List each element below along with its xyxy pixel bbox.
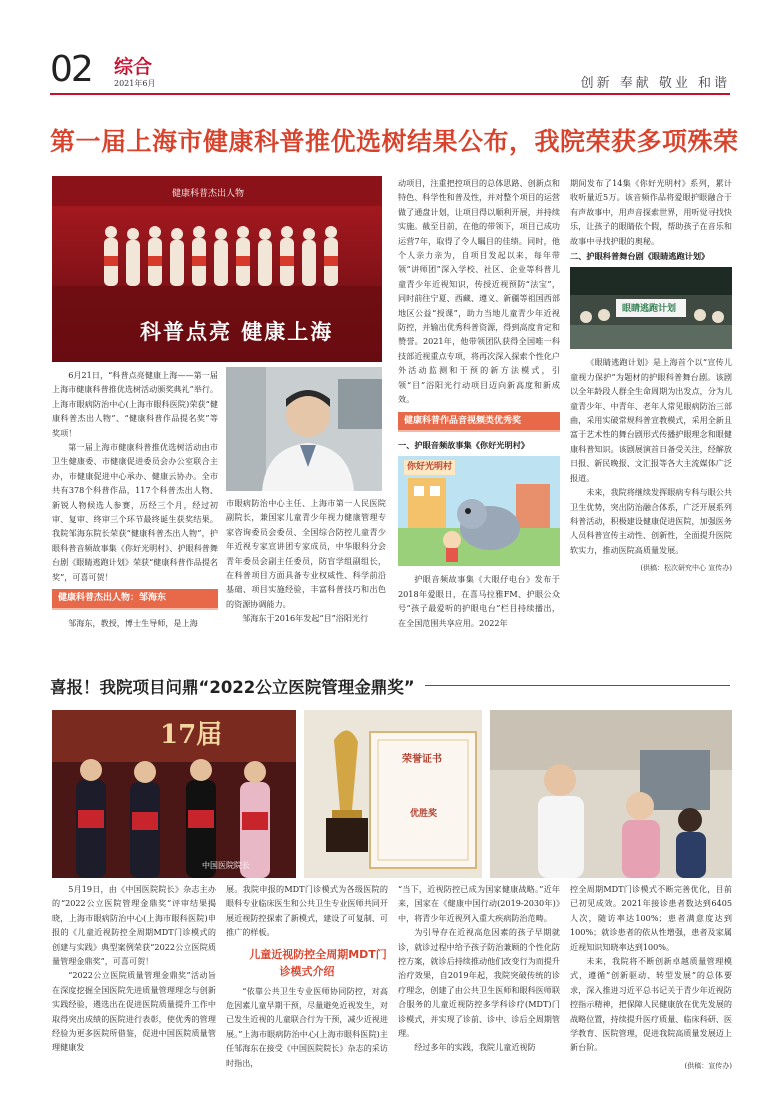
paragraph: 5月19日，由《中国医院院长》杂志主办的“2022公立医院管理金鼎奖”评审结果揭晓，上海市眼病防治中心(上海市眼科医院)申报的《儿童近视防控全周期MDT门诊模式的创建与实践》典型案例荣获“2022公立医院质量管理金鼎奖”，可喜可贺！ [52,884,216,967]
portrait-photo [226,367,382,491]
article2-header [50,674,730,700]
photo-watermark: 中国医院院长 [202,861,250,870]
section-title: 综合 [114,56,153,78]
paragraph: 《眼睛逃跑计划》是上海首个以“宣传儿童视力保护”为题材的护眼科普舞台剧。该剧以全年龄段人群全生命周期为出发点，分为儿童青少年、中青年、老年人常见眼病防治三部曲，采用实破常规科普宣教模式，采用全新且富于艺术性的舞台剧形式传播护眼理念和眼健康科普知识。该剧展演首日备受关注，经解放日报、新民晚报、文汇报等各大主流媒体广泛报道。 [570,357,732,483]
section-label-bar: 健康科普杰出人物：邹海东 [52,589,218,609]
article2-column-1 [52,882,216,1055]
paragraph: 控全周期MDT门诊模式不断完善优化，目前已初见成效。2021年接诊患者数达到6405人次，随访率达100%；患者满意度达到100%；就诊患者的依从性增强，患者及家属近视知识知晓率达到100%。 [570,884,732,952]
certificate-trophy-photo [304,710,482,878]
award-ceremony-photo [52,176,382,362]
paragraph: 期间发布了14集《你好光明村》系列，累计收听量近5万。该音频作品将爱眼护眼融合于有声故事中，用声音探索世界，用听觉寻找快乐，让孩子的眼睛依个假，帮助孩子在音乐和故事中寻找护眼的奥秘。 [570,178,732,246]
issue-date: 2021年6月 [114,79,156,88]
audio-story-illustration [398,456,560,566]
section-label-bar: 健康科普作品音视频类优秀奖 [398,412,560,432]
page-number: 02 [50,49,92,90]
article2-column-3 [398,882,560,1055]
paragraph: 为引导存在近视高危因素的孩子早期就诊，就诊过程中给予孩子防治兼顾的个性化防控方案，就诊后持续推动他们改变行为而提升治疗效果，自2019年起，我院突破传统的诊疗理念，创建了由公共卫生医师和眼科医师联合服务的儿童近视防控多学科诊疗(MDT)门诊模式，并实现了诊前、诊中、诊后全周期管理。 [398,927,560,1039]
paragraph: 动项目，注重把控项目的总体思路、创新点和特色、科学性和普及性，并对整个项目的运营做了通盘计划，让项目得以顺利开展，并持续实施。截至目前，在他的带领下，项目已成功运营7年，取得了令人瞩目的佳绩。同时，他个人亲力亲为，自项目发起以来，每年带领“讲师团”深入学校、社区、企业等科普儿童青少年近视知识，传授近视预防“法宝”，同时前往宁夏、西藏、遵义、新疆等祖国西部地区公益“授课”，助力当地儿童青少年近视防控，并输出优秀科普资源，得到高度肯定和赞誉。2021年，他带领团队获得全国唯一科技部近视重点专项，将再次深入探索个性化户外活动监测和干预的新方法模式，引领“目”浴阳光行动项目迈向新高度和新成效。 [398,178,560,405]
paragraph: 第一届上海市健康科普推优选树活动由市卫生健康委、市健康促进委员会办公室联合主办，市健康促进中心承办、健康云协办。全市共有378个科普作品，117个科普杰出人物、新锐人物候选人参赛，历经三个月，经过初审、复审、终审三个环节最终诞生获奖结果。我院邹海东院长荣获“健康科普杰出人物”，护眼科普音频故事集《你好光明村》、护眼科普舞台剧《眼睛逃跑计划》荣获“健康科普作品提名奖”，可喜可贺！ [52,442,219,582]
article2-column-4 [570,882,732,1073]
subsection-heading: 一、护眼音频故事集《你好光明村》 [398,439,530,450]
article2-title: 喜报！我院项目问鼎“2022公立医院管理金鼎奖” [50,674,425,698]
certificate-award: 优胜奖 [410,809,438,819]
subsection-heading: 儿童近视防控全周期MDT门诊模式介绍 [249,947,387,978]
article1-column-4 [570,176,732,576]
paragraph: “当下，近视防控已成为国家健康战略。”近年来，国家在《健康中国行动(2019-2030年)》中，将青少年近视列入重大疾病防治范畴。 [398,884,560,923]
doctor-portrait [226,367,382,491]
paragraph: 未来，我院将继续发挥眼病专科与眼公共卫生优势，突出防治融合体系，广泛开展系列科普活动，积极建设健康促进医院，加强医务人员科普宣传主动性、创新性，全面提升医院软实力，推动医院高质量发展。 [570,487,732,555]
hospital-motto: 创新 奉献 敬业 和谐 [580,76,730,91]
paragraph: 护眼音频故事集《大眼仔电台》发布于2018年爱眼日，在喜马拉雅FM、护眼公众号“孩子最爱听的护眼电台”栏目持续播出，在全国范围共享应用。2022年 [398,574,560,628]
illustration-sign: 你好光明村 [404,460,455,474]
paragraph: “依靠公共卫生专业医师协同防控，对高危因素儿童早期干预，尽量避免近视发生，对已发生近视的儿童联合行为干预，减少近视进展。”上海市眼病防治中心(上海市眼科医院)主任邹海东在接受《中国医院院长》杂志的采访时指出， [226,985,388,1068]
award-recipients-photo [52,710,296,878]
photo-banner-text: 健康科普杰出人物 [172,189,245,199]
stage-play-photo [570,267,732,349]
page-header [50,50,730,95]
article1-column-2 [226,496,386,626]
certificate-trophy-scene [304,710,482,878]
paragraph: 市眼病防治中心主任、上海市第一人民医院副院长，兼国家儿童青少年视力健康管理专家咨询委员会委员、全国综合防控儿童青少年近视专家宣讲团专家成员，中华眼科分会青年委员会副主任委员，防盲学组副组长，在科普项目方面具备专业权威性、科学前沿基础、项目实施经验，丰富科普技巧和出色的资源协调能力。 [226,498,386,609]
article2-column-2 [226,882,388,1070]
article-credit: (供稿：宣传办) [684,1061,732,1070]
article1-column-1 [52,368,218,630]
article-credit: (供稿：松次研究中心 宣传办) [640,564,732,573]
paragraph: 邹海东，教授，博士生导师，是上海 [68,617,198,628]
photo-slogan: 科普点亮 健康上海 [140,319,334,344]
clinic-consultation-photo [490,710,732,878]
certificate-title: 荣誉证书 [402,754,442,765]
article1-headline: 第一届上海市健康科普推优选树结果公布，我院荣获多项殊荣 [50,127,739,156]
subsection-heading: 二、护眼科普舞台剧《眼睛逃跑计划》 [570,251,710,262]
stage-backdrop-text: 17届 [160,720,223,750]
clinic-scene [490,710,732,878]
paragraph: 展。我院申报的MDT门诊模式为各级医院的眼科专业临床医生和公共卫生专业医师共同开展近视防控探索了新模式，建设了可复制、可推广的样板。 [226,884,388,938]
paragraph: 未来，我院将不断创新卓越质量管理模式，遵循“创新驱动、转型发展”的总体要求，深入推进习近平总书记关于青少年近视防控指示精神，把保障人民健康放在优先发展的战略位置，持续提升医疗质量、临床科研、医学教育、医院管理，促进我院高质量发展迈上新台阶。 [570,956,732,1053]
paragraph: “2022公立医院质量管理金鼎奖”活动旨在深度挖掘全国医院先进质量管理理念与创新实践经验，遴选出在促进医院质量提升工作中取得突出成绩的医院进行表彰，使优秀的管理经验为更多医院所借鉴，促进中国医院质量管理健康发 [52,970,216,1053]
article1-column-3 [398,176,560,630]
paragraph: 经过多年的实践，我院儿童近视防 [414,1042,536,1053]
paragraph: 6月21日，“科普点亮健康上海——第一届上海市健康科普推优选树活动颁奖典礼”举行。上海市眼病防治中心(上海市眼科医院)荣获“健康科普杰出人物”、“健康科普作品提名奖”等奖项！ [52,370,219,438]
stage-sign: 眼睛逃跑计划 [622,304,677,315]
paragraph: 邹海东于2016年发起“目”浴阳光行 [242,613,369,624]
